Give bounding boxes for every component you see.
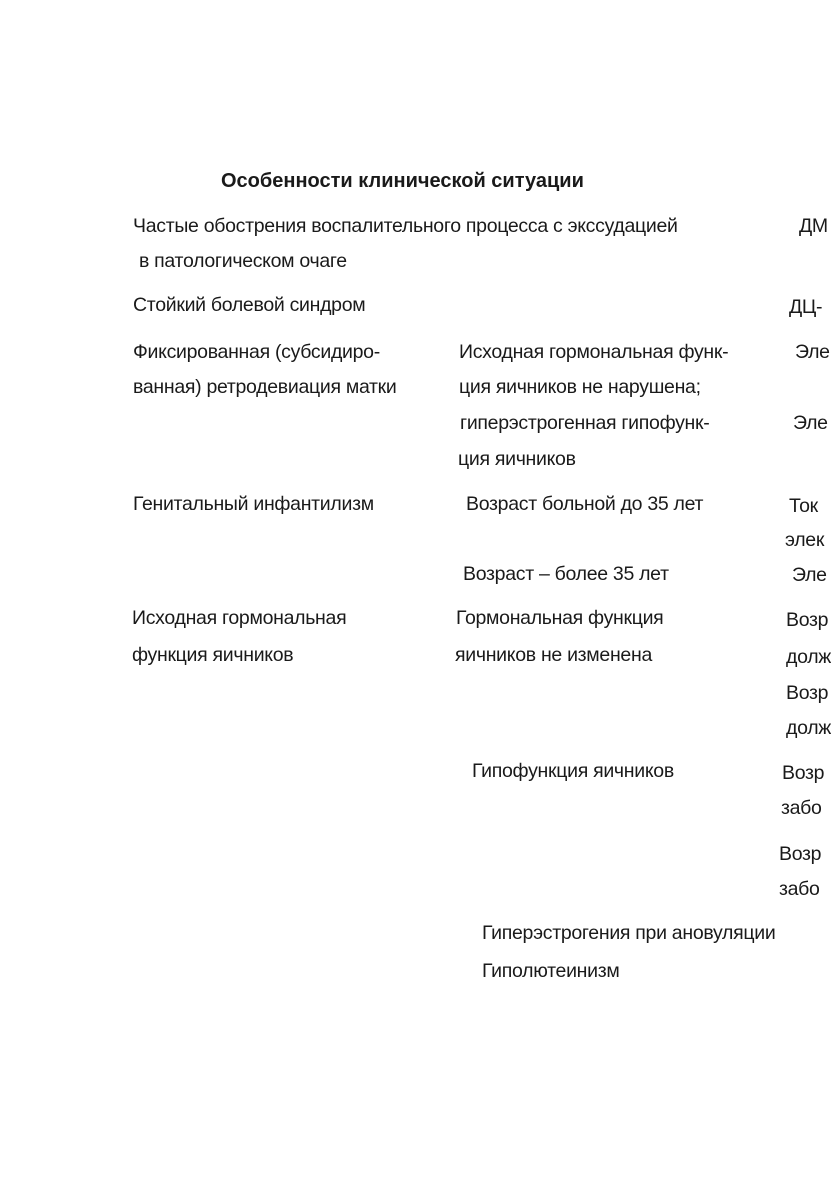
method-9-line1: Возр [782, 762, 825, 784]
condition-c: Возраст больной до 35 лет [466, 493, 704, 515]
condition-g: Гиперэстрогения при ановуляции [482, 922, 776, 944]
condition-f: Гипофункция яичников [472, 760, 674, 782]
method-8-line2: долж [786, 717, 831, 739]
method-3: Эле [795, 341, 830, 363]
row1-situation-line1: Частые обострения воспалительного процесса с экссудацией [133, 215, 678, 237]
method-5-line1: Ток [789, 495, 818, 517]
row2-situation: Стойкий болевой синдром [133, 294, 366, 316]
condition-a-line2: ция яичников не нарушена; [459, 376, 701, 398]
method-4: Эле [793, 412, 828, 434]
condition-a-line1: Исходная гормональная функ- [459, 341, 729, 363]
method-5-line2: элек [785, 529, 825, 551]
method-8-line1: Возр [786, 682, 829, 704]
row5-situation-line1: Исходная гормональная [132, 607, 347, 629]
condition-e-line1: Гормональная функция [456, 607, 664, 629]
condition-b-line1: гиперэстрогенная гипофунк- [460, 412, 710, 434]
condition-b-line2: ция яичников [458, 448, 576, 470]
method-10-line2: забо [779, 878, 820, 900]
condition-d: Возраст – более 35 лет [463, 563, 669, 585]
row5-situation-line2: функция яичников [132, 644, 294, 666]
method-7-line2: долж [786, 646, 831, 668]
row4-situation: Генитальный инфантилизм [133, 493, 374, 515]
method-10-line1: Возр [779, 843, 822, 865]
method-7-line1: Возр [786, 609, 829, 631]
condition-h: Гиполютеинизм [482, 960, 620, 982]
method-2: ДЦ- [789, 296, 823, 318]
page-title: Особенности клинической ситуации [221, 170, 584, 192]
method-6: Эле [792, 564, 827, 586]
method-9-line2: забо [781, 797, 822, 819]
method-1: ДМ [799, 215, 828, 237]
condition-e-line2: яичников не изменена [455, 644, 652, 666]
row1-situation-line2: в патологическом очаге [139, 250, 347, 272]
row3-situation-line1: Фиксированная (субсидиро- [133, 341, 380, 363]
row3-situation-line2: ванная) ретродевиация матки [133, 376, 397, 398]
